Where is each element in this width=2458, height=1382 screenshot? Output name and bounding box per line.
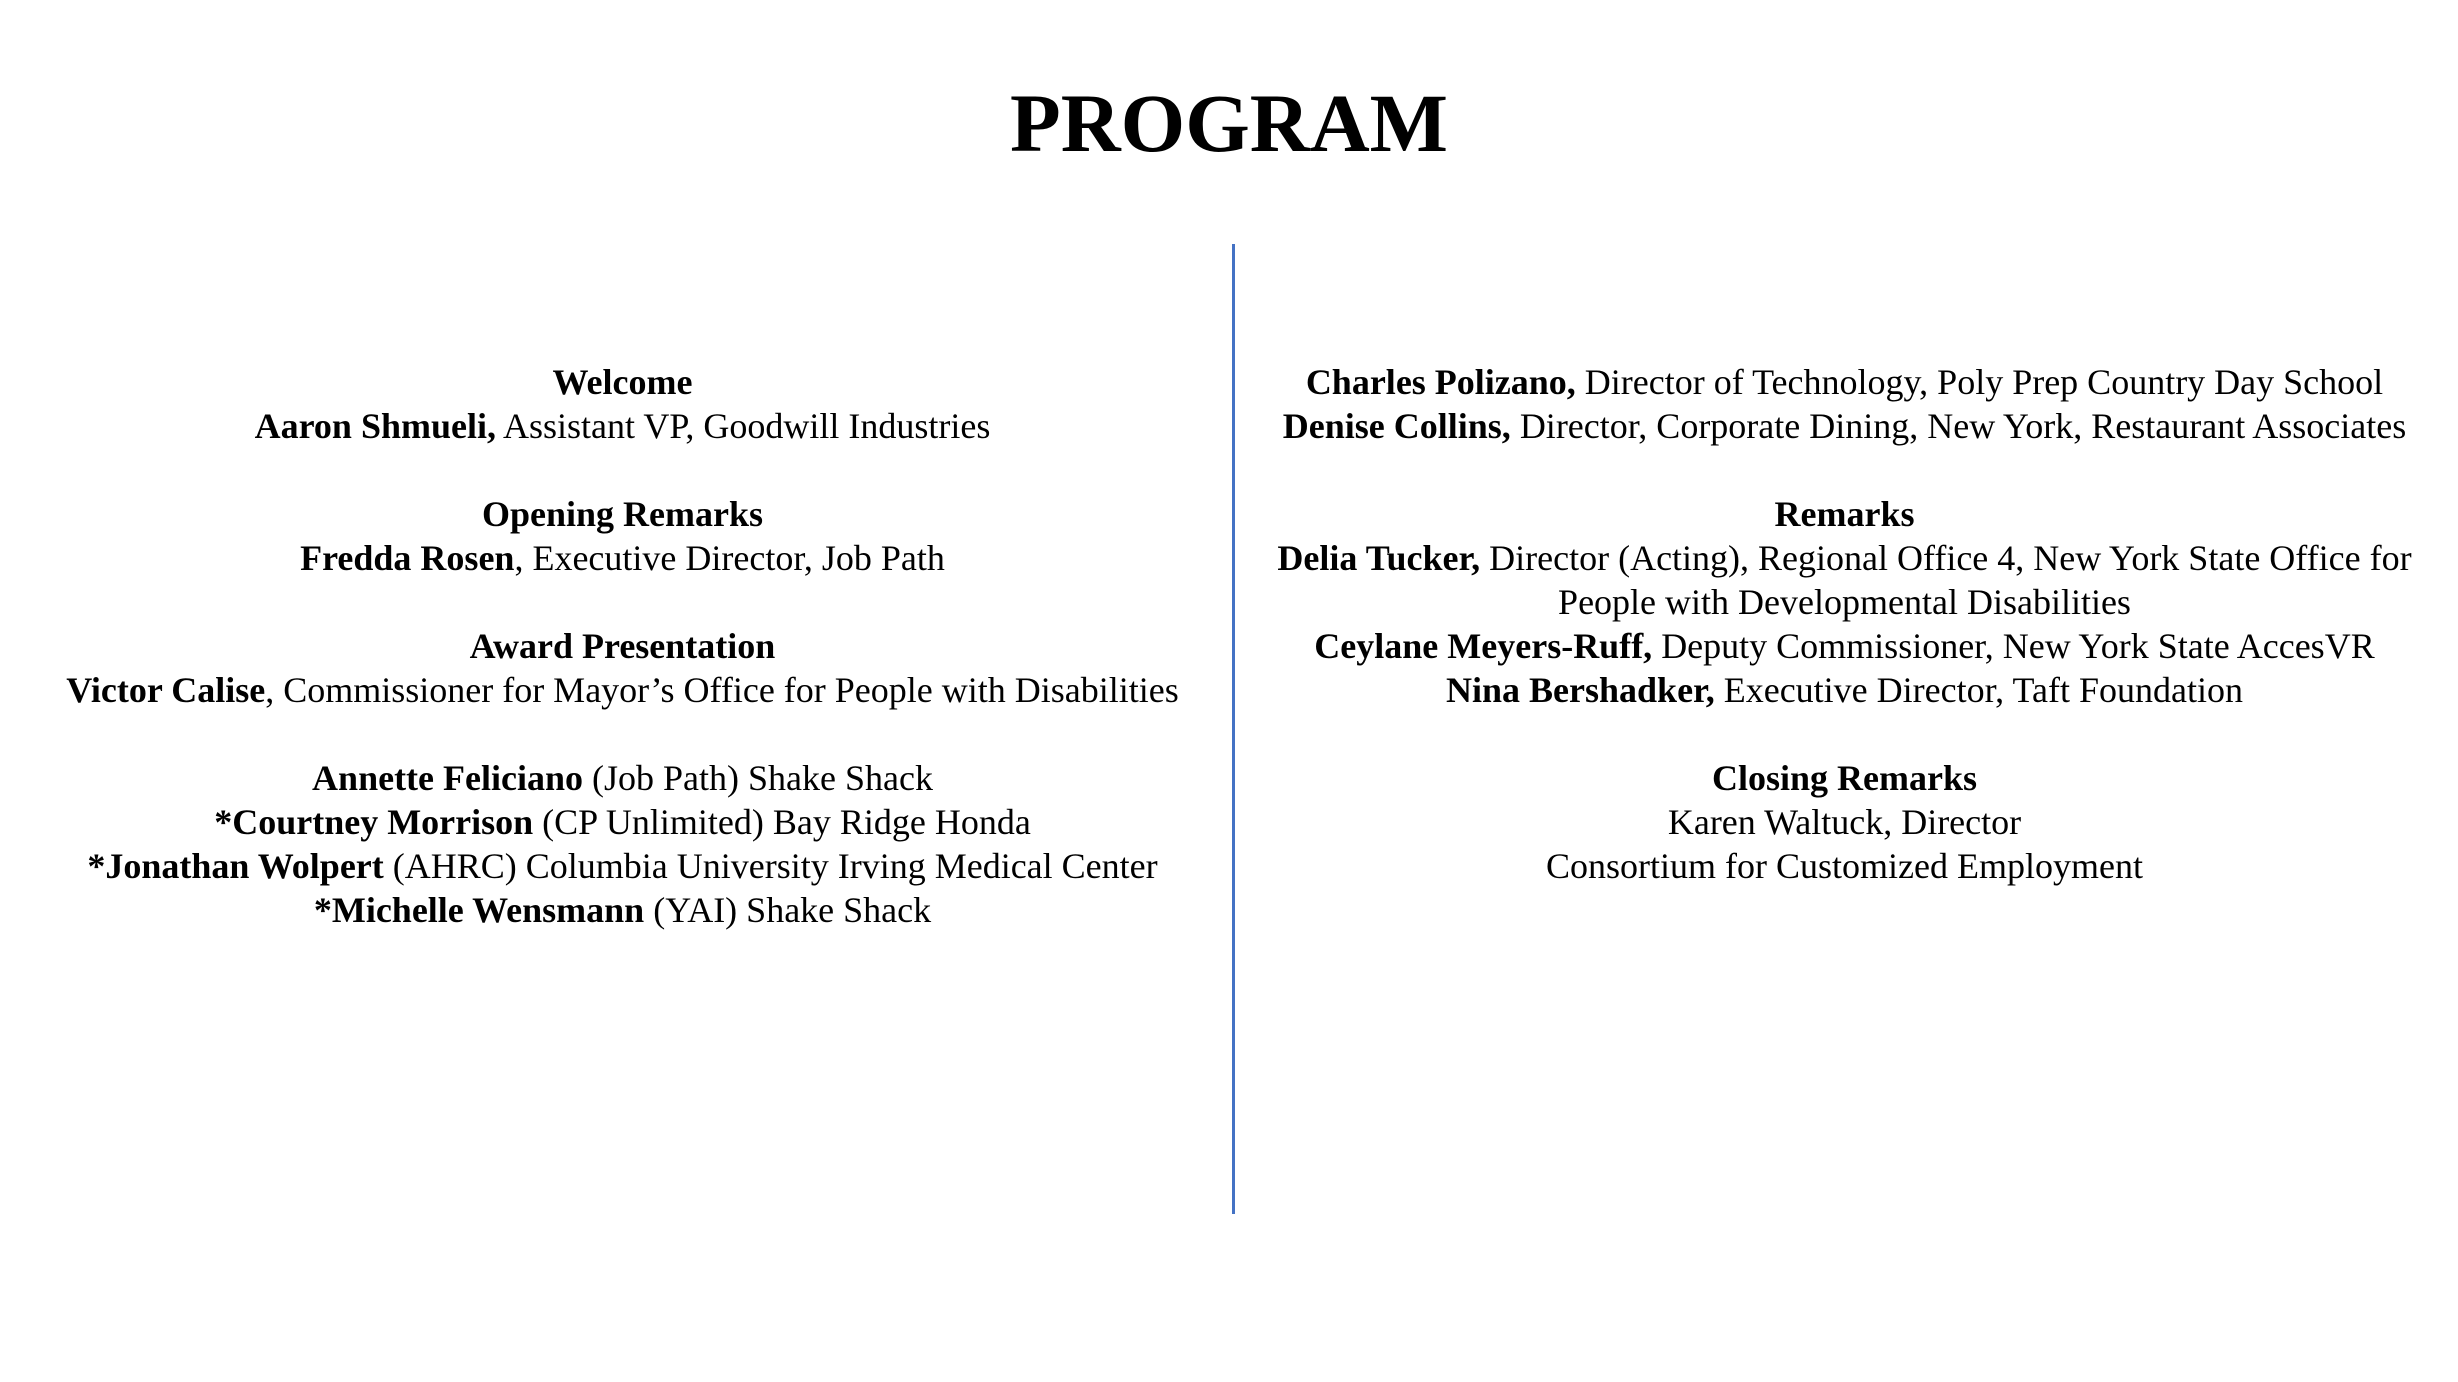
closing-remarks-line: Karen Waltuck, Director [1667,802,2022,842]
awardees-list [30,756,1215,932]
presenters-list [1262,360,2427,448]
speaker-entry [30,404,1215,448]
speaker-name: Fredda Rosen [300,538,515,578]
welcome-section [30,360,1215,448]
awardee-entry [30,800,1215,844]
awardee-entry [30,844,1215,888]
awardee-name: *Michelle Wensmann [313,890,645,930]
awardee-entry [30,888,1215,932]
speaker-name: Victor Calise [66,670,266,710]
awardee-name: *Jonathan Wolpert [87,846,384,886]
awardee-detail: (Job Path) Shake Shack [583,758,933,798]
speaker-detail: Deputy Commissioner, New York State AccesVR [1652,626,2375,666]
program-right-column [1262,360,2427,932]
closing-remarks-section [1262,756,2427,888]
opening-remarks-section [30,492,1215,580]
speaker-name: Aaron Shmueli, [254,406,496,446]
presenter-detail: Director of Technology, Poly Prep Country Day School [1575,362,2384,402]
remarks-heading: Remarks [1774,494,1915,534]
opening-remarks-heading: Opening Remarks [481,494,764,534]
speaker-name: Nina Bershadker, [1446,670,1715,710]
program-left-column [30,360,1215,976]
presenter-entry [1262,360,2427,404]
awardee-detail: (AHRC) Columbia University Irving Medical Center [383,846,1158,886]
speaker-detail: , Executive Director, Job Path [514,538,945,578]
closing-remarks-heading: Closing Remarks [1711,758,1977,798]
awardee-detail: (CP Unlimited) Bay Ridge Honda [533,802,1031,842]
speaker-detail: Director (Acting), Regional Office 4, New York State Office for People with Developmental Disabilities [1480,538,2412,622]
speaker-detail: Assistant VP, Goodwill Industries [496,406,991,446]
speaker-entry [30,536,1215,580]
page-title: PROGRAM [1010,77,1448,169]
speaker-name: Ceylane Meyers-Ruff, [1314,626,1653,666]
speaker-entry [30,668,1215,712]
welcome-heading: Welcome [552,362,693,402]
speaker-entry [1262,536,2427,624]
awardee-detail: (YAI) Shake Shack [644,890,932,930]
awardee-name: Annette Feliciano [312,758,583,798]
presenter-name: Denise Collins, [1282,406,1511,446]
speaker-detail: , Commissioner for Mayor’s Office for People with Disabilities [265,670,1179,710]
speaker-entry [1262,668,2427,712]
speaker-entry [1262,624,2427,668]
remarks-section [1262,492,2427,712]
presenter-name: Charles Polizano, [1305,362,1576,402]
column-divider [1232,244,1235,1214]
closing-remarks-line: Consortium for Customized Employment [1546,846,2143,886]
awardee-name: *Courtney Morrison [214,802,534,842]
award-presentation-section [30,624,1215,712]
presenter-entry [1262,404,2427,448]
presenter-detail: Director, Corporate Dining, New York, Restaurant Associates [1510,406,2407,446]
awardee-entry [30,756,1215,800]
speaker-name: Delia Tucker, [1277,538,1481,578]
award-presentation-heading: Award Presentation [469,626,776,666]
speaker-detail: Executive Director, Taft Foundation [1714,670,2243,710]
